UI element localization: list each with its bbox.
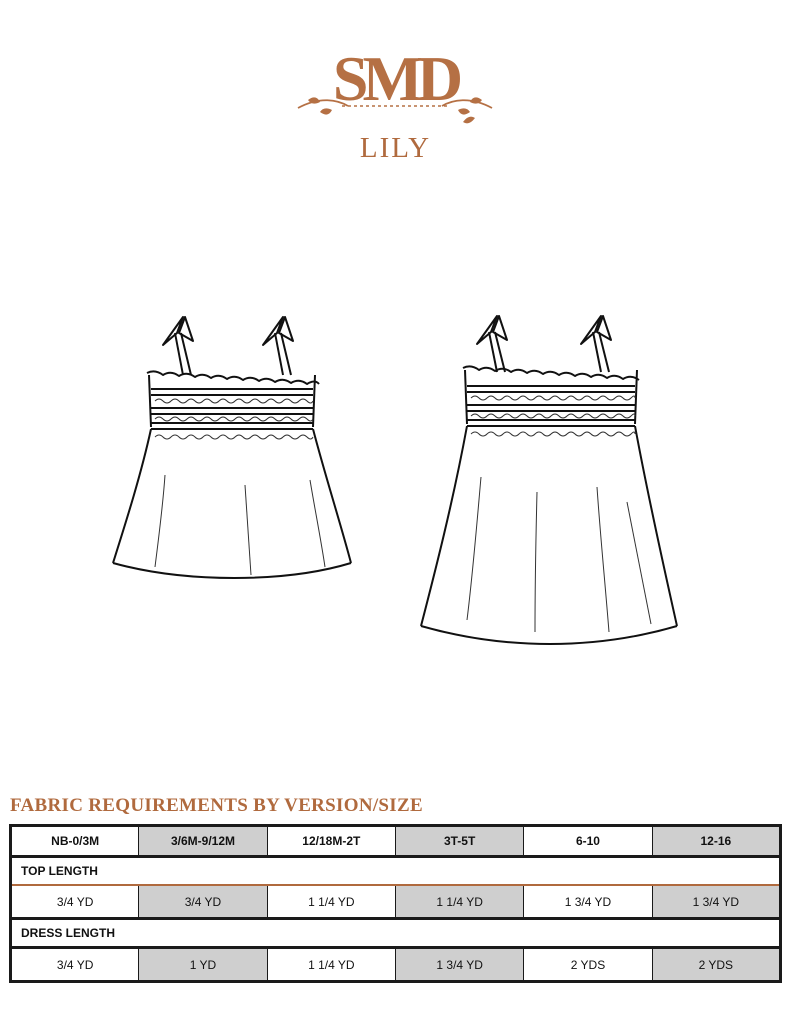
table-row [11, 948, 781, 982]
pattern-name: LILY [359, 132, 432, 164]
size-header: 3/6M-9/12M [139, 826, 267, 857]
dress-flat-sketch-icon [415, 302, 685, 652]
fabric-cell: 2 YDS [652, 948, 780, 982]
top-length-label: TOP LENGTH [11, 857, 781, 886]
fabric-cell: 1 YD [139, 948, 267, 982]
version-label-row [11, 919, 781, 948]
size-header: 6-10 [524, 826, 652, 857]
size-header-row [11, 826, 781, 857]
size-header: 12-16 [652, 826, 780, 857]
svg-text:SMD: SMD [332, 43, 458, 114]
table-row [11, 885, 781, 919]
fabric-cell: 1 3/4 YD [652, 885, 780, 919]
fabric-cell: 3/4 YD [11, 948, 139, 982]
fabric-cell: 1 1/4 YD [267, 948, 395, 982]
smd-logo [290, 40, 500, 135]
dress-length-label: DRESS LENGTH [11, 919, 781, 948]
version-label-row [11, 857, 781, 886]
size-header: 3T-5T [395, 826, 523, 857]
fabric-cell: 1 1/4 YD [267, 885, 395, 919]
size-header: NB-0/3M [11, 826, 139, 857]
top-flat-sketch-icon [105, 305, 365, 590]
fabric-cell: 3/4 YD [11, 885, 139, 919]
fabric-cell: 3/4 YD [139, 885, 267, 919]
fabric-requirements-title: FABRIC REQUIREMENTS BY VERSION/SIZE [10, 795, 423, 816]
fabric-requirements-table [9, 824, 782, 983]
fabric-cell: 1 3/4 YD [395, 948, 523, 982]
fabric-cell: 1 3/4 YD [524, 885, 652, 919]
fabric-cell: 1 1/4 YD [395, 885, 523, 919]
size-header: 12/18M-2T [267, 826, 395, 857]
fabric-cell: 2 YDS [524, 948, 652, 982]
